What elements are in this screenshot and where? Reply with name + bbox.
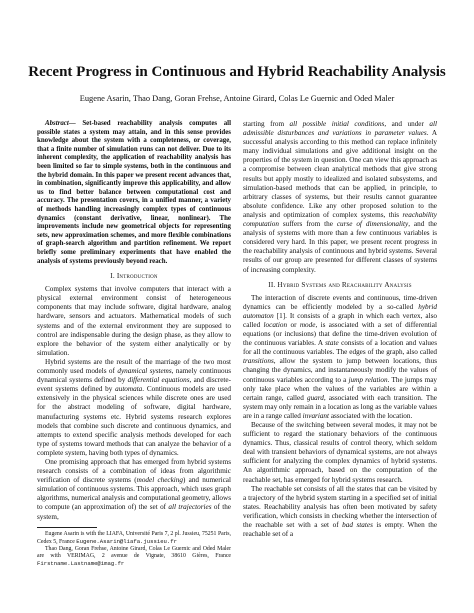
text-run: . Continuous models are used extensively in the physical sciences while discrete ones are used for the abstract modeling of software, digital hardware, manufacturing systems etc. Hybrid systems research explores models that combine such discrete and continuous dynamics, and attempts to extend specific analysis methods developed for each type of systems toward methods that can analyze the behavior of a complete system, having both types of dynamics. [37,385,231,457]
text-run: One promising approach that has emerged from hybrid systems research consists of a combination of ideas from algorithmic verification of discrete systems ( [37,457,231,485]
text-run: , namely continuous dynamical systems defined by [37,367,232,385]
right-paragraph-3: Because of the switching between several modes, it may not be sufficient to regard the stationary behaviors of the continuous dynamics. Thus, classical results of control theory, which seldom deal with transient behaviors of dynamical systems, are not always sufficient for analyzing the complex dynamics of hybrid systems. An algorithmic approach, based on the computation of the reachable set, has emerged for hybrid systems research. [243,421,437,484]
text-run: suffers from the [278,220,337,229]
emph-run: hybrid automaton [243,302,437,320]
text-run: , and the analysis of systems with more than a few continuous variables is considered very hard. In this paper, we present recent progress in the reachability analysis of continuous and hybrid systems. Several results of our group are presented for different classes of systems of increasing complexity. [243,220,437,274]
emph-run: automata [115,385,143,394]
right-paragraph-4 [243,485,437,540]
text-run: , and under [384,120,430,128]
emph-run: mode [299,320,316,329]
intro-paragraph-3 [37,458,231,522]
text-run: The reachable set consists of all the states that can be visited by a trajectory of the hybrid system starting in a specified set of initial states. Reachability analysis has often been motivated by safety verification, which consists in checking whether the intersection of the reachable set with a set of [243,484,437,530]
text-run: consists of a location and values for all the continuous variables. The edges of the graph, also called [243,339,437,357]
emph-run: invariant [302,411,330,420]
text-run: , and discrete-event systems defined by [37,376,232,394]
paper-title: Recent Progress in Continuous and Hybrid Reachability Analysis [28,64,446,80]
emph-run: curse of dimensionality [336,220,409,229]
text-run: . A successful analysis according to this method can replace infinitely many individual simulations and give additional insight on the properties of the system in question. One can view this approach as a compromise between clean analytical methods that give strong results but apply mostly to idealized and isolated subsystems, and simulation-based methods that can be applied, in principle, to arbitrary classes of systems, but their results cannot guarantee absolute confidence. Like any other proposed solution to the analysis and optimization of complex systems, this [243,129,438,219]
section-heading-hybrid-systems: II. Hybrid Systems and Reachability Analysis [268,280,412,289]
abstract [37,120,231,266]
intro-paragraph-2 [37,358,231,458]
author-list: Eugene Asarin, Thao Dang, Goran Frehse, Antoine Girard, Colas Le Guernic and Oded Maler [79,94,395,103]
left-column [37,120,231,569]
text-run: , is associated with a set of differential equations (or inclusions) that define the time-driven evolution of the continuous variables. A [243,320,437,348]
footnote-email: Eugene.Asarin@liafa.jussieu.fr [76,537,177,545]
emph-run: state [325,339,339,348]
emph-run: bad states [342,521,373,530]
abstract-label: Abstract [45,120,69,127]
text-run: Hybrid systems are the result of the marriage of the two most commonly used models of [37,357,231,376]
text-run: or [287,320,300,329]
footnote-2 [37,546,231,569]
footnote-text: Eugene Asarin is with the LIAFA, Université Paris 7, 2 pl. Jussieu, 75251 Paris, Cedex 5, France [37,530,231,545]
emph-run: all admissible disturbances and variations in parameter values [243,120,437,138]
text-run: ) and numerical simulation of continuous systems. This approach, which uses graph algorithms, numerical analysis and computational geometry, allows to compute (an approximation of) the set of [37,476,231,512]
emph-run: transitions [243,357,274,366]
right-column [243,120,437,539]
text-run: , allow the system to jump between locations, thus changing the dynamics, and instantaneously modify the values of continuous variables according to a [243,357,437,384]
emph-run: model checking [136,476,183,485]
right-paragraph-2 [243,294,437,421]
emph-run: jump relation [348,375,388,384]
text-run: . The jumps may only take place when the values of the variables are within a certain range, called [243,375,437,402]
footnote-email: Firstname.Lastname@imag.fr [37,560,125,568]
text-run: The interaction of discrete events and continuous, time-driven dynamics can be efficiently modeled by a so-called [243,293,437,311]
emph-run: all trajectories [168,503,212,512]
emph-run: guard [306,393,324,402]
emph-run: dynamical systems [117,367,172,376]
footnote-1 [37,531,231,546]
abstract-text: — Set-based reachability analysis computes all possible states a system may attain, and in this sense provides knowledge about the system with a completeness, or coverage, that a finite number of simulation runs can not deliver. Due to its inherent complexity, the application of reachability analysis has been limited so far to simple systems, both in the continuous and the hybrid domain. In this paper we present recent advances that, in combination, significantly improve this applicability, and allow us to find better balance between computational cost and accuracy. The presentation covers, in a unified manner, a variety of methods handling increasingly complex types of continuous dynamics (constant derivative, linear, nonlinear). The improvements include new geometrical objects for representing sets, new approximation schemes, and more flexible combinations of graph-search algorithm and partition refinement. We report briefly some preliminary experiments that have enabled the analysis of systems previously beyond reach. [37,120,231,265]
text-run: associated with the location. [329,411,413,420]
right-paragraph-1 [243,120,437,275]
text-run: , associated with each transition. The system may only remain in a location as long as the variable values are in a range called [243,393,437,420]
text-run: of the system, [37,503,231,521]
text-run: is empty. When the reachable set of a [243,521,438,539]
emph-run: all possible initial conditions [289,120,385,128]
emph-run: reachability computation [243,210,437,229]
intro-paragraph-1: Complex systems that involve computers that interact with a physical external environment consist of heterogeneous components that may include software, digital hardware, analog hardware, sensors and actuators. Mathematical models of such systems and of the external environment they are supposed to control are indispensable during the design phase, as they allow to explore the behavior of the system either analytically or by simulation. [37,285,231,357]
emph-run: differential equations [127,376,190,385]
text-run: starting from [243,120,290,128]
footnote-rule [37,527,97,528]
section-heading-introduction: I. Introduction [110,272,158,281]
emph-run: location [263,320,288,329]
footnote-text: Thao Dang, Goran Frehse, Antoine Girard, Colas Le Guernic and Oded Maler are with VERIMAG, 2 avenue de Vignate, 38610 Gières, France [37,546,231,560]
text-run: [1]. It consists of a graph in which each vertex, also called [243,311,437,329]
